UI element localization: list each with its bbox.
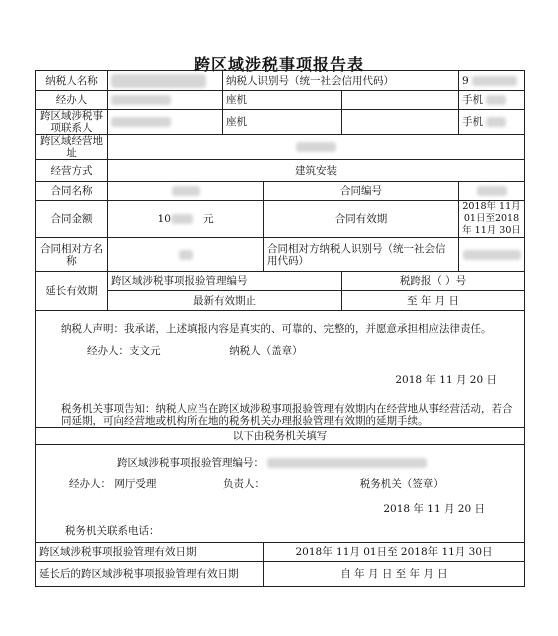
business-mode-label: 经营方式 xyxy=(36,160,108,182)
authority-date: 2018 年 11 月 20 日 xyxy=(383,503,486,515)
extension-label: 延长有效期 xyxy=(36,272,108,311)
report-form-table xyxy=(35,70,525,587)
address-value xyxy=(108,135,525,160)
contract-amount-row xyxy=(36,201,525,238)
handler-value xyxy=(108,91,223,110)
mgmt-no-label: 跨区域涉税事项报验管理编号 xyxy=(108,272,342,291)
contact-landline-label: 座机 xyxy=(223,110,342,135)
authority-phone-label: 税务机关联系电话： xyxy=(65,525,160,537)
counterparty-label: 合同相对方名称 xyxy=(36,238,108,272)
redacted-contract-name xyxy=(172,186,200,196)
extended-label: 延长后的跨区域涉税事项报验管理有效日期 xyxy=(36,562,264,587)
contact-landline-value xyxy=(342,110,459,135)
authority-mgmt-no-label: 跨区域涉税事项报验管理编号： xyxy=(117,457,264,469)
declaration-handler-label: 经办人： xyxy=(87,345,129,357)
declaration-block xyxy=(36,311,525,428)
contact-label: 跨区域涉税事项联系人 xyxy=(36,110,108,135)
authority-row xyxy=(36,445,525,543)
contract-no-label: 合同编号 xyxy=(264,182,459,201)
valid-date-value: 2018年 11月 01日至 2018年 11月 30日 xyxy=(264,543,525,562)
redacted-contract-no xyxy=(477,186,507,196)
contract-amount-label: 合同金额 xyxy=(36,201,108,238)
declaration-handler-name: 支文元 xyxy=(129,345,161,357)
handler-row xyxy=(36,91,525,110)
business-mode-value: 建筑安装 xyxy=(108,160,525,182)
business-mode-row xyxy=(36,160,525,182)
contract-amount-value xyxy=(108,201,264,238)
contact-row xyxy=(36,110,525,135)
authority-signers xyxy=(39,478,521,490)
extended-row xyxy=(36,562,525,587)
counterparty-id-label: 合同相对方纳税人识别号（统一社会信用代码） xyxy=(264,238,459,272)
counterparty-value xyxy=(108,238,264,272)
redacted-contact-mobile xyxy=(486,117,506,127)
redacted-authority-mgmt-no xyxy=(267,458,427,468)
redacted-taxpayer-id xyxy=(472,76,517,86)
counterparty-row xyxy=(36,238,525,272)
authority-section-row xyxy=(36,428,525,445)
declaration-handler xyxy=(39,345,521,357)
counterparty-id-value xyxy=(459,238,525,272)
redacted-taxpayer-name xyxy=(111,74,206,88)
redacted-counterparty-id xyxy=(463,250,521,260)
latest-valid-row xyxy=(36,291,525,311)
redacted-address xyxy=(296,142,336,152)
contract-valid-label: 合同有效期 xyxy=(264,201,459,238)
declaration-row xyxy=(36,311,525,428)
taxpayer-name-label: 纳税人名称 xyxy=(36,71,108,91)
address-label: 跨区域经营地址 xyxy=(36,135,108,160)
authority-section-label: 以下由税务机关填写 xyxy=(36,428,525,445)
contact-mobile-cell xyxy=(459,110,525,135)
notice-text: 税务机关事项告知：纳税人应当在跨区域涉税事项报验管理有效期内在经营地从事经营活动，若合同延期，可向经营地或机构所在地的税务机关办理报验管理有效期的延期手续。 xyxy=(61,403,513,427)
form-title: 跨区域涉税事项报告表 xyxy=(193,55,364,74)
contract-name-value xyxy=(108,182,264,201)
redacted-contact xyxy=(111,117,171,127)
taxpayer-id-value xyxy=(459,71,525,91)
contract-amount-unit: 元 xyxy=(202,213,214,225)
authority-block xyxy=(36,445,525,543)
handler-label: 经办人 xyxy=(36,91,108,110)
handler-landline-value xyxy=(342,91,459,110)
redacted-handler xyxy=(111,95,171,105)
handler-mobile-label: 手机 xyxy=(462,94,484,106)
taxpayer-id-prefix: 9 xyxy=(462,74,469,87)
contract-no-value xyxy=(459,182,525,201)
authority-handler-value: 网厅受理 xyxy=(114,478,157,490)
taxpayer-name-value xyxy=(108,71,223,91)
latest-valid-value: 至 年 月 日 xyxy=(342,291,525,311)
contract-amount-prefix: 10 xyxy=(157,213,171,225)
handler-landline-label: 座机 xyxy=(223,91,342,110)
taxpayer-row xyxy=(36,71,525,91)
taxpayer-seal: 纳税人（盖章） xyxy=(229,345,303,357)
handler-mobile-cell xyxy=(459,91,525,110)
redacted-counterparty xyxy=(179,250,193,260)
address-row xyxy=(36,135,525,160)
redacted-handler-mobile xyxy=(486,95,506,105)
authority-mgmt-no xyxy=(39,457,521,469)
contract-name-row xyxy=(36,182,525,201)
authority-responsible-label: 负责人： xyxy=(223,478,266,490)
mgmt-no-value: 税跨报（ ）号 xyxy=(342,272,525,291)
contract-name-label: 合同名称 xyxy=(36,182,108,201)
contract-valid-value: 2018年 11月 01日至2018年 11月 30日 xyxy=(459,201,525,238)
extended-value: 自 年 月 日 至 年 月 日 xyxy=(264,562,525,587)
redacted-contract-amount xyxy=(171,214,193,224)
contact-mobile-label: 手机 xyxy=(462,116,484,128)
authority-seal: 税务机关（签章） xyxy=(359,478,444,490)
valid-date-row xyxy=(36,543,525,562)
valid-date-label: 跨区域涉税事项报验管理有效日期 xyxy=(36,543,264,562)
authority-handler-label: 经办人： xyxy=(69,478,111,490)
taxpayer-id-label: 纳税人识别号（统一社会信用代码） xyxy=(223,71,459,91)
latest-valid-label: 最新有效期止 xyxy=(108,291,342,311)
contact-value xyxy=(108,110,223,135)
declaration-date: 2018 年 11 月 20 日 xyxy=(395,374,498,386)
extension-row xyxy=(36,272,525,291)
declaration-text: 纳税人声明：我承诺，上述填报内容是真实的、可靠的、完整的，并愿意承担相应法律责任。 xyxy=(61,323,492,335)
